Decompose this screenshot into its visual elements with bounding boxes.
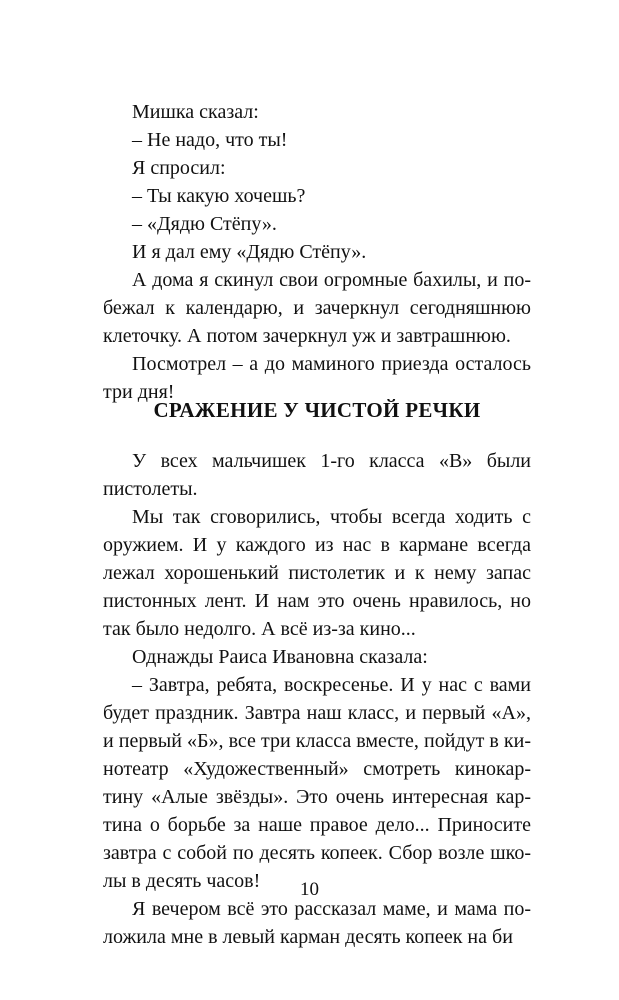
page-number: 10	[300, 879, 319, 900]
paragraph: Посмотрел – а до маминого приезда осталось три дня!	[103, 353, 531, 403]
paragraph: Однажды Раиса Ивановна сказала:	[132, 646, 428, 668]
paragraph: И я дал ему «Дядю Стёпу».	[132, 241, 367, 263]
paragraph: Мишка сказал:	[132, 101, 259, 123]
paragraph: А дома я скинул свои огромные бахилы, и побежал к календарю, и зачеркнул сегодняшнюю клеточку. А потом зачеркнул уж и завтрашнюю.	[103, 269, 531, 347]
paragraph: – «Дядю Стёпу».	[132, 213, 277, 235]
paragraph: – Не надо, что ты!	[132, 129, 288, 151]
paragraph: У всех мальчишек 1-го класса «В» были пистолеты.	[103, 450, 531, 500]
paragraph: Мы так сговорились, чтобы всегда ходить с оружием. И у каждого из нас в кармане всегда лежал хорошенький пистолетик и к нему запас пистонных лент. И нам это очень нравилось, но так было недолго. А всё из-за кино...	[103, 506, 531, 640]
paragraph: Я спросил:	[132, 157, 226, 179]
paragraph: – Завтра, ребята, воскресенье. И у нас с вами будет праздник. Завтра наш класс, и первый «А», и первый «Б», все три класса вместе, пойдут в кинотеатр «Художественный» смотреть кинокартину «Алые звёзды». Это очень интересная картина о борьбе за наше правое дело... Приносите завтра с собой по десять копеек. Сбор возле школы в десять часов!	[103, 674, 531, 892]
chapter-title: СРАЖЕНИЕ У ЧИСТОЙ РЕЧКИ	[153, 398, 481, 422]
paragraph: – Ты какую хочешь?	[132, 185, 306, 207]
paragraph: Я вечером всё это рассказал маме, и мама положила мне в левый карман десять копеек на би	[103, 898, 531, 948]
previous-chapter-ending	[103, 98, 531, 406]
chapter-body	[103, 447, 531, 951]
